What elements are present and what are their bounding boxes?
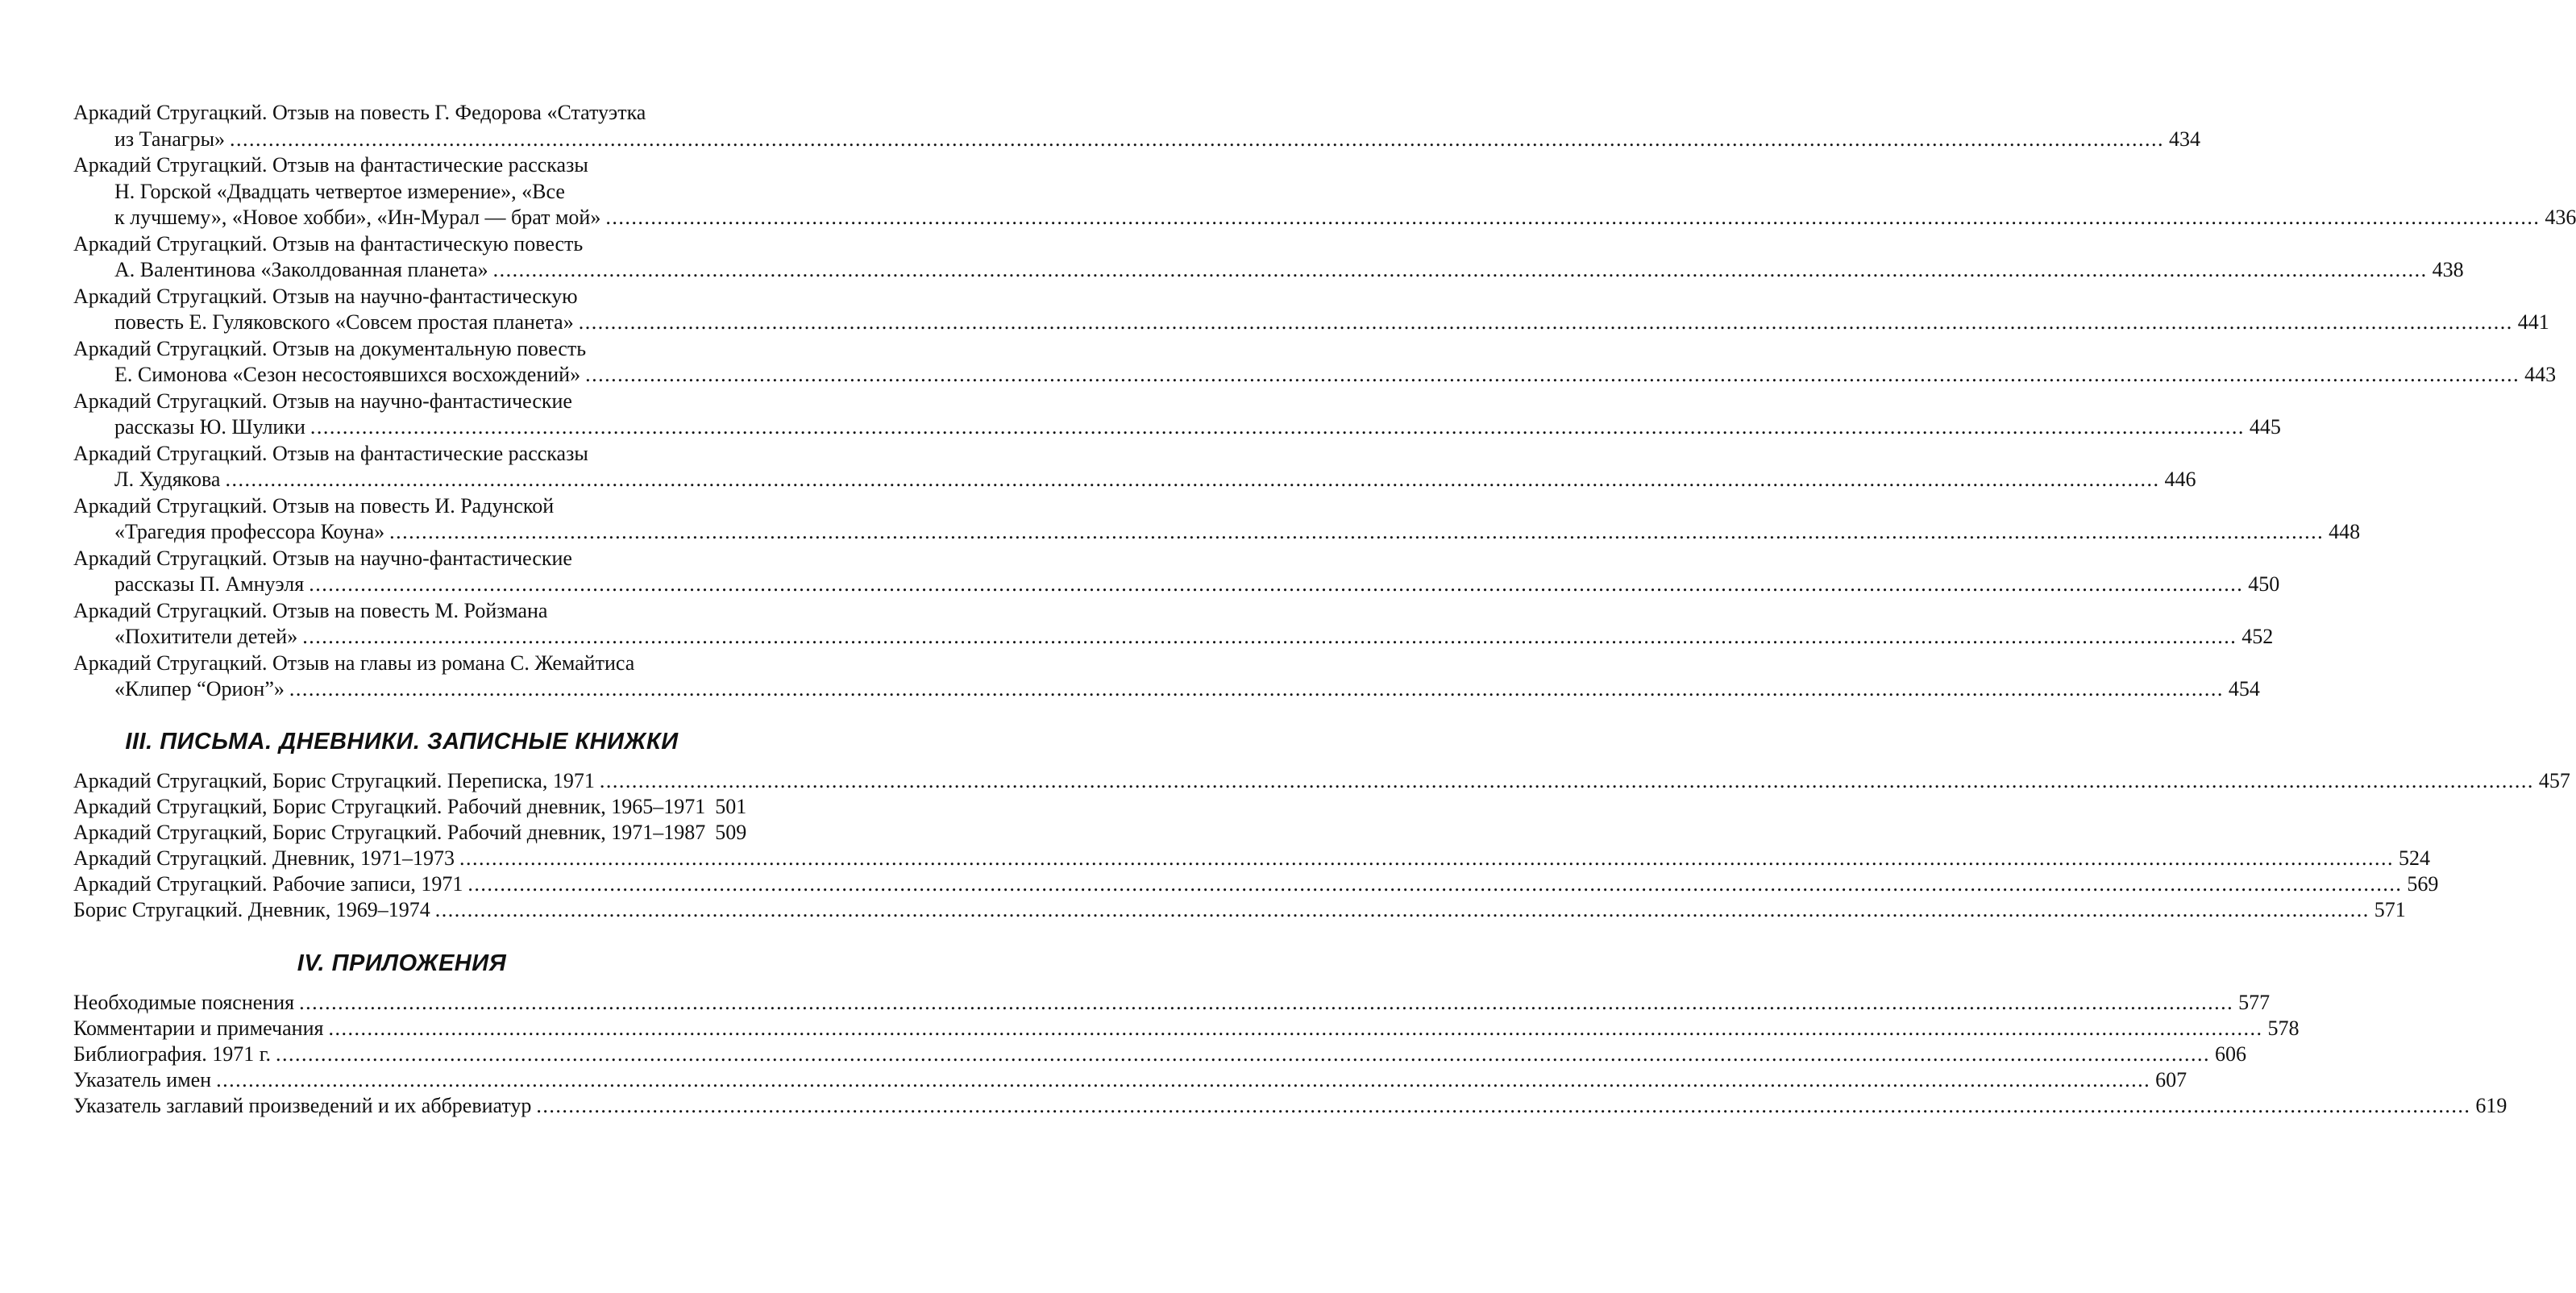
- toc-entry-last-line: [73, 871, 2439, 897]
- toc-entry: [73, 1067, 2188, 1093]
- toc-entry: [73, 794, 747, 820]
- page-number: 606: [2214, 1041, 2246, 1066]
- toc-entry-text: «Похитители детей»: [114, 625, 298, 648]
- toc-entry-last-line: [73, 519, 2361, 546]
- dot-leader: ............................................................................................................................................................................................................................................................................................................: [328, 1016, 2263, 1040]
- section-3-heading: III. ПИСЬМА. ДНЕВНИКИ. ЗАПИСНЫЕ КНИЖКИ: [125, 728, 679, 755]
- toc-entry-line: Аркадий Стругацкий. Отзыв на повесть И. Радунской: [73, 493, 555, 518]
- toc-entry: [73, 651, 2260, 703]
- dot-leader: ............................................................................................................................................................................................................................................................................................................: [459, 846, 2394, 870]
- toc-entry: [73, 846, 2430, 871]
- toc-entry-last-line: [73, 820, 747, 846]
- toc-entry: [73, 152, 2576, 231]
- page-number: 501: [715, 794, 747, 818]
- dot-leader: ............................................................................................................................................................................................................................................................................................................: [605, 206, 2541, 229]
- toc-entry-text: Аркадий Стругацкий, Борис Стругацкий. Переписка, 1971: [73, 768, 595, 792]
- toc-entry-line: Аркадий Стругацкий. Отзыв на повесть М. Ройзмана: [73, 598, 548, 622]
- dot-leader: ............................................................................................................................................................................................................................................................................................................: [216, 1067, 2151, 1091]
- toc-entry-line: Аркадий Стругацкий. Отзыв на главы из романа С. Жемайтиса: [73, 651, 635, 675]
- page-number: 450: [2248, 572, 2280, 596]
- toc-entry: [73, 871, 2439, 897]
- toc-entry-last-line: [73, 1041, 2246, 1067]
- page-number: 578: [2267, 1016, 2300, 1040]
- toc-entry-text: Аркадий Стругацкий, Борис Стругацкий. Рабочий дневник, 1965–1971: [73, 794, 706, 818]
- dot-leader: ............................................................................................................................................................................................................................................................................................................: [467, 871, 2403, 896]
- dot-leader: ............................................................................................................................................................................................................................................................................................................: [225, 468, 2160, 491]
- toc-entry: [73, 100, 2201, 152]
- toc-entry-text: Комментарии и примечания: [73, 1016, 324, 1040]
- toc-entry-line: Аркадий Стругацкий. Отзыв на научно-фантастические: [73, 546, 572, 570]
- toc-entry-last-line: [73, 676, 2260, 703]
- toc-entry: [73, 284, 2549, 336]
- toc-entry-text: Указатель имен: [73, 1067, 212, 1091]
- toc-entry-last-line: [73, 624, 2274, 651]
- page-number: 445: [2249, 415, 2281, 439]
- page-number: 524: [2398, 846, 2430, 870]
- page-number: 443: [2524, 363, 2557, 386]
- section-3-list: [73, 768, 2570, 923]
- toc-entry-text: Библиография. 1971 г.: [73, 1041, 271, 1066]
- page-number: 577: [2238, 990, 2271, 1014]
- dot-leader: ............................................................................................................................................................................................................................................................................................................: [275, 1041, 2210, 1066]
- section-4-list: [73, 990, 2507, 1119]
- toc-entry-line: Аркадий Стругацкий. Отзыв на документальную повесть: [73, 336, 587, 360]
- toc-entry: [73, 1016, 2300, 1041]
- dot-leader: ............................................................................................................................................................................................................................................................................................................: [492, 258, 2428, 281]
- dot-leader: ............................................................................................................................................................................................................................................................................................................: [302, 625, 2237, 648]
- toc-page: [73, 100, 2576, 1119]
- page-number: 454: [2228, 677, 2260, 701]
- toc-entry-text: из Танагры»: [114, 127, 226, 151]
- page-number: 438: [2432, 258, 2464, 281]
- toc-entry: [73, 768, 2570, 794]
- toc-entry: [73, 820, 747, 846]
- page-number: 569: [2407, 871, 2439, 896]
- toc-entry-text: А. Валентинова «Заколдованная планета»: [114, 258, 488, 281]
- toc-entry-last-line: [73, 897, 2406, 923]
- page-number: 607: [2155, 1067, 2188, 1091]
- dot-leader: ............................................................................................................................................................................................................................................................................................................: [578, 310, 2513, 334]
- toc-entry-last-line: [73, 990, 2271, 1016]
- dot-leader: ............................................................................................................................................................................................................................................................................................................: [299, 990, 2234, 1014]
- toc-entry-last-line: [73, 1093, 2507, 1119]
- toc-entry: [73, 546, 2280, 598]
- toc-entry-text: Необходимые пояснения: [73, 990, 295, 1014]
- toc-entry: [73, 1093, 2507, 1119]
- toc-entry-text: Аркадий Стругацкий. Дневник, 1971–1973: [73, 846, 455, 870]
- dot-leader: ............................................................................................................................................................................................................................................................................................................: [389, 520, 2325, 543]
- toc-entry: [73, 389, 2281, 441]
- toc-entry-text: Аркадий Стругацкий, Борис Стругацкий. Рабочий дневник, 1971–1987: [73, 820, 706, 844]
- toc-entry-line: Аркадий Стругацкий. Отзыв на научно-фантастическую: [73, 284, 578, 308]
- toc-entry-last-line: [73, 572, 2280, 598]
- toc-entry: [73, 990, 2271, 1016]
- toc-entry-line: Аркадий Стругацкий. Отзыв на научно-фантастические: [73, 389, 572, 413]
- dot-leader: ............................................................................................................................................................................................................................................................................................................: [536, 1093, 2471, 1117]
- toc-entry-line: Аркадий Стругацкий. Отзыв на повесть Г. Федорова «Статуэтка: [73, 101, 646, 124]
- toc-entry-text: к лучшему», «Новое хобби», «Ин-Мурал — брат мой»: [114, 206, 601, 229]
- page-number: 452: [2242, 625, 2274, 648]
- toc-entry-last-line: [73, 794, 747, 820]
- toc-entry: [73, 493, 2361, 546]
- dot-leader: ............................................................................................................................................................................................................................................................................................................: [230, 127, 2165, 151]
- dot-leader: ............................................................................................................................................................................................................................................................................................................: [585, 363, 2520, 386]
- toc-entry-last-line: [73, 1016, 2300, 1041]
- page-number: 434: [2169, 127, 2201, 151]
- toc-entry-line: Аркадий Стругацкий. Отзыв на фантастическую повесть: [73, 231, 584, 256]
- page-number: 571: [2374, 897, 2406, 921]
- toc-entry: [73, 336, 2557, 389]
- toc-entry-last-line: [73, 362, 2557, 389]
- toc-entry-text: Борис Стругацкий. Дневник, 1969–1974: [73, 897, 430, 921]
- page-number: 457: [2538, 768, 2570, 792]
- toc-entry-last-line: [73, 205, 2576, 231]
- toc-entry: [73, 1041, 2246, 1067]
- toc-entry: [73, 441, 2196, 493]
- dot-leader: ............................................................................................................................................................................................................................................................................................................: [599, 768, 2534, 792]
- toc-entry-text: Аркадий Стругацкий. Рабочие записи, 1971: [73, 871, 463, 896]
- section-4-heading: IV. ПРИЛОЖЕНИЯ: [297, 950, 507, 976]
- page-number: 436: [2545, 206, 2576, 229]
- toc-entry-text: рассказы П. Амнуэля: [114, 572, 305, 596]
- toc-entry-line: Н. Горской «Двадцать четвертое измерение», «Все: [114, 179, 565, 203]
- dot-leader: ............................................................................................................................................................................................................................................................................................................: [310, 415, 2245, 439]
- toc-entry-text: рассказы Ю. Шулики: [114, 415, 305, 439]
- dot-leader: ............................................................................................................................................................................................................................................................................................................: [434, 897, 2370, 921]
- toc-entry-last-line: [73, 127, 2201, 153]
- reviews-list: [73, 100, 2576, 703]
- toc-entry-last-line: [73, 257, 2464, 284]
- dot-leader: ............................................................................................................................................................................................................................................................................................................: [289, 677, 2224, 701]
- toc-entry-text: Указатель заглавий произведений и их аббревиатур: [73, 1093, 532, 1117]
- page-number: 441: [2517, 310, 2549, 334]
- toc-entry-last-line: [73, 846, 2430, 871]
- dot-leader: ............................................................................................................................................................................................................................................................................................................: [309, 572, 2244, 596]
- toc-entry-text: повесть Е. Гуляковского «Совсем простая планета»: [114, 310, 574, 334]
- toc-entry: [73, 598, 2274, 651]
- toc-entry-text: «Трагедия профессора Коуна»: [114, 520, 385, 543]
- page-number: 619: [2475, 1093, 2507, 1117]
- toc-entry-line: Аркадий Стругацкий. Отзыв на фантастические рассказы: [73, 441, 588, 465]
- page-number: 448: [2329, 520, 2361, 543]
- toc-entry-last-line: [73, 414, 2281, 441]
- toc-entry-text: «Клипер “Орион”»: [114, 677, 285, 701]
- toc-entry-last-line: [73, 310, 2549, 336]
- toc-entry-last-line: [73, 1067, 2188, 1093]
- toc-entry-text: Е. Симонова «Сезон несостоявшихся восхождений»: [114, 363, 581, 386]
- toc-entry-text: Л. Худякова: [114, 468, 221, 491]
- toc-entry: [73, 897, 2406, 923]
- toc-entry-last-line: [73, 467, 2196, 493]
- toc-entry: [73, 231, 2464, 284]
- toc-entry-last-line: [73, 768, 2570, 794]
- page-number: 509: [715, 820, 747, 844]
- toc-entry-line: Аркадий Стругацкий. Отзыв на фантастические рассказы: [73, 153, 588, 177]
- page-number: 446: [2164, 468, 2196, 491]
